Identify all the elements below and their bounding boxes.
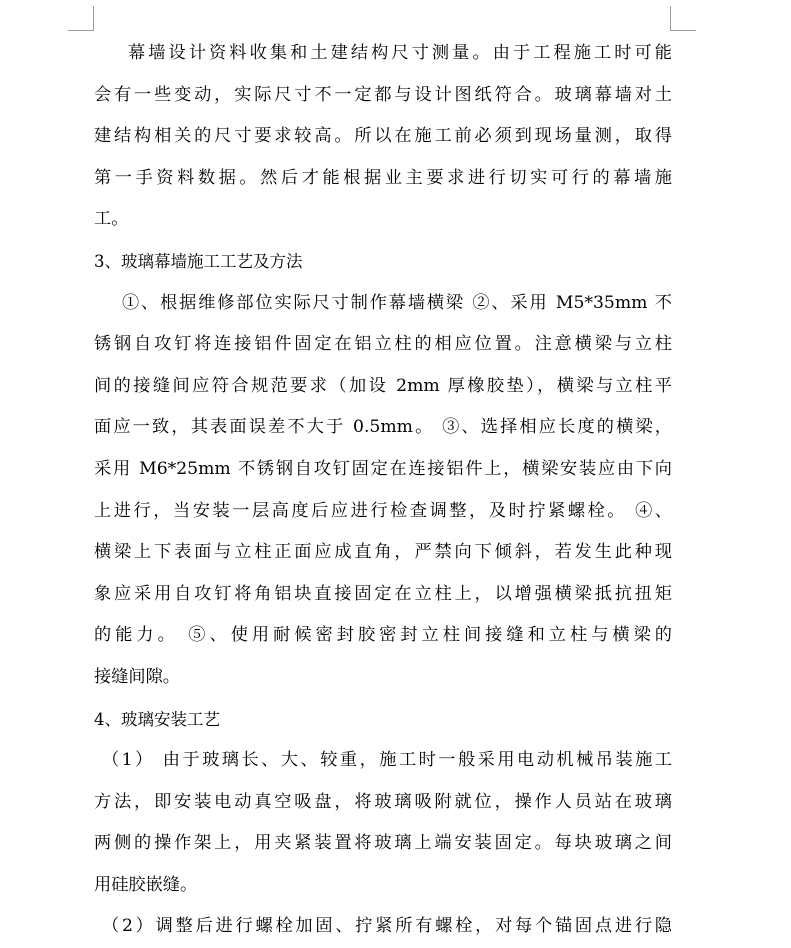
body-text-line: 锈钢自攻钉将连接铝件固定在铝立柱的相应位置。注意横梁与立柱 [94, 334, 672, 355]
crop-mark-top-left [93, 6, 94, 31]
crop-mark-top-right [670, 6, 671, 31]
body-text-line: 接缝间隙。 [94, 666, 180, 687]
body-text-line: 象应采用自攻钉将角铝块直接固定在立柱上，以增强横梁抵抗扭矩 [94, 583, 672, 604]
crop-mark-top-left [68, 30, 94, 31]
body-text-line: 两侧的操作架上，用夹紧装置将玻璃上端安装固定。每块玻璃之间 [94, 833, 672, 854]
document-body [94, 33, 672, 948]
body-text-line: 第一手资料数据。然后才能根据业主要求进行切实可行的幕墙施 [94, 167, 672, 188]
body-text-line: 的能力。 ⑤、使用耐候密封胶密封立柱间接缝和立柱与横梁的 [94, 625, 672, 646]
body-text-line: ①、根据维修部位实际尺寸制作幕墙横梁 ②、采用 M5*35mm 不 [122, 292, 672, 313]
body-text-line: 横梁上下表面与立柱正面应成直角，严禁向下倾斜，若发生此种现 [94, 542, 672, 563]
body-text-line: （2）调整后进行螺栓加固、拧紧所有螺栓，对每个锚固点进行隐 [102, 916, 672, 937]
section-heading: 3、玻璃幕墙施工工艺及方法 [94, 251, 303, 271]
body-text-line: 方法，即安装电动真空吸盘，将玻璃吸附就位，操作人员站在玻璃 [94, 791, 672, 812]
body-text-line: 用硅胶嵌缝。 [94, 874, 198, 895]
body-text-line: 工。 [94, 209, 129, 230]
body-text-line: 采用 M6*25mm 不锈钢自攻钉固定在连接铝件上，横梁安装应由下向 [94, 458, 672, 479]
crop-mark-top-right [670, 30, 696, 31]
body-text-line: 面应一致，其表面误差不大于 0.5mm。 ③、选择相应长度的横梁， [94, 417, 672, 438]
section-heading: 4、玻璃安装工艺 [94, 709, 220, 729]
body-text-line: 建结构相关的尺寸要求较高。所以在施工前必须到现场量测，取得 [94, 126, 672, 147]
body-text-line: 上进行，当安装一层高度后应进行检查调整，及时拧紧螺栓。 ④、 [94, 500, 672, 521]
body-text-line: 会有一些变动，实际尺寸不一定都与设计图纸符合。玻璃幕墙对土 [94, 84, 672, 105]
body-text-line: 间的接缝间应符合规范要求（加设 2mm 厚橡胶垫），横梁与立柱平 [94, 375, 672, 396]
body-text-line: （1） 由于玻璃长、大、较重，施工时一般采用电动机械吊装施工 [102, 750, 672, 771]
body-text-line: 幕墙设计资料收集和土建结构尺寸测量。由于工程施工时可能 [128, 43, 672, 63]
